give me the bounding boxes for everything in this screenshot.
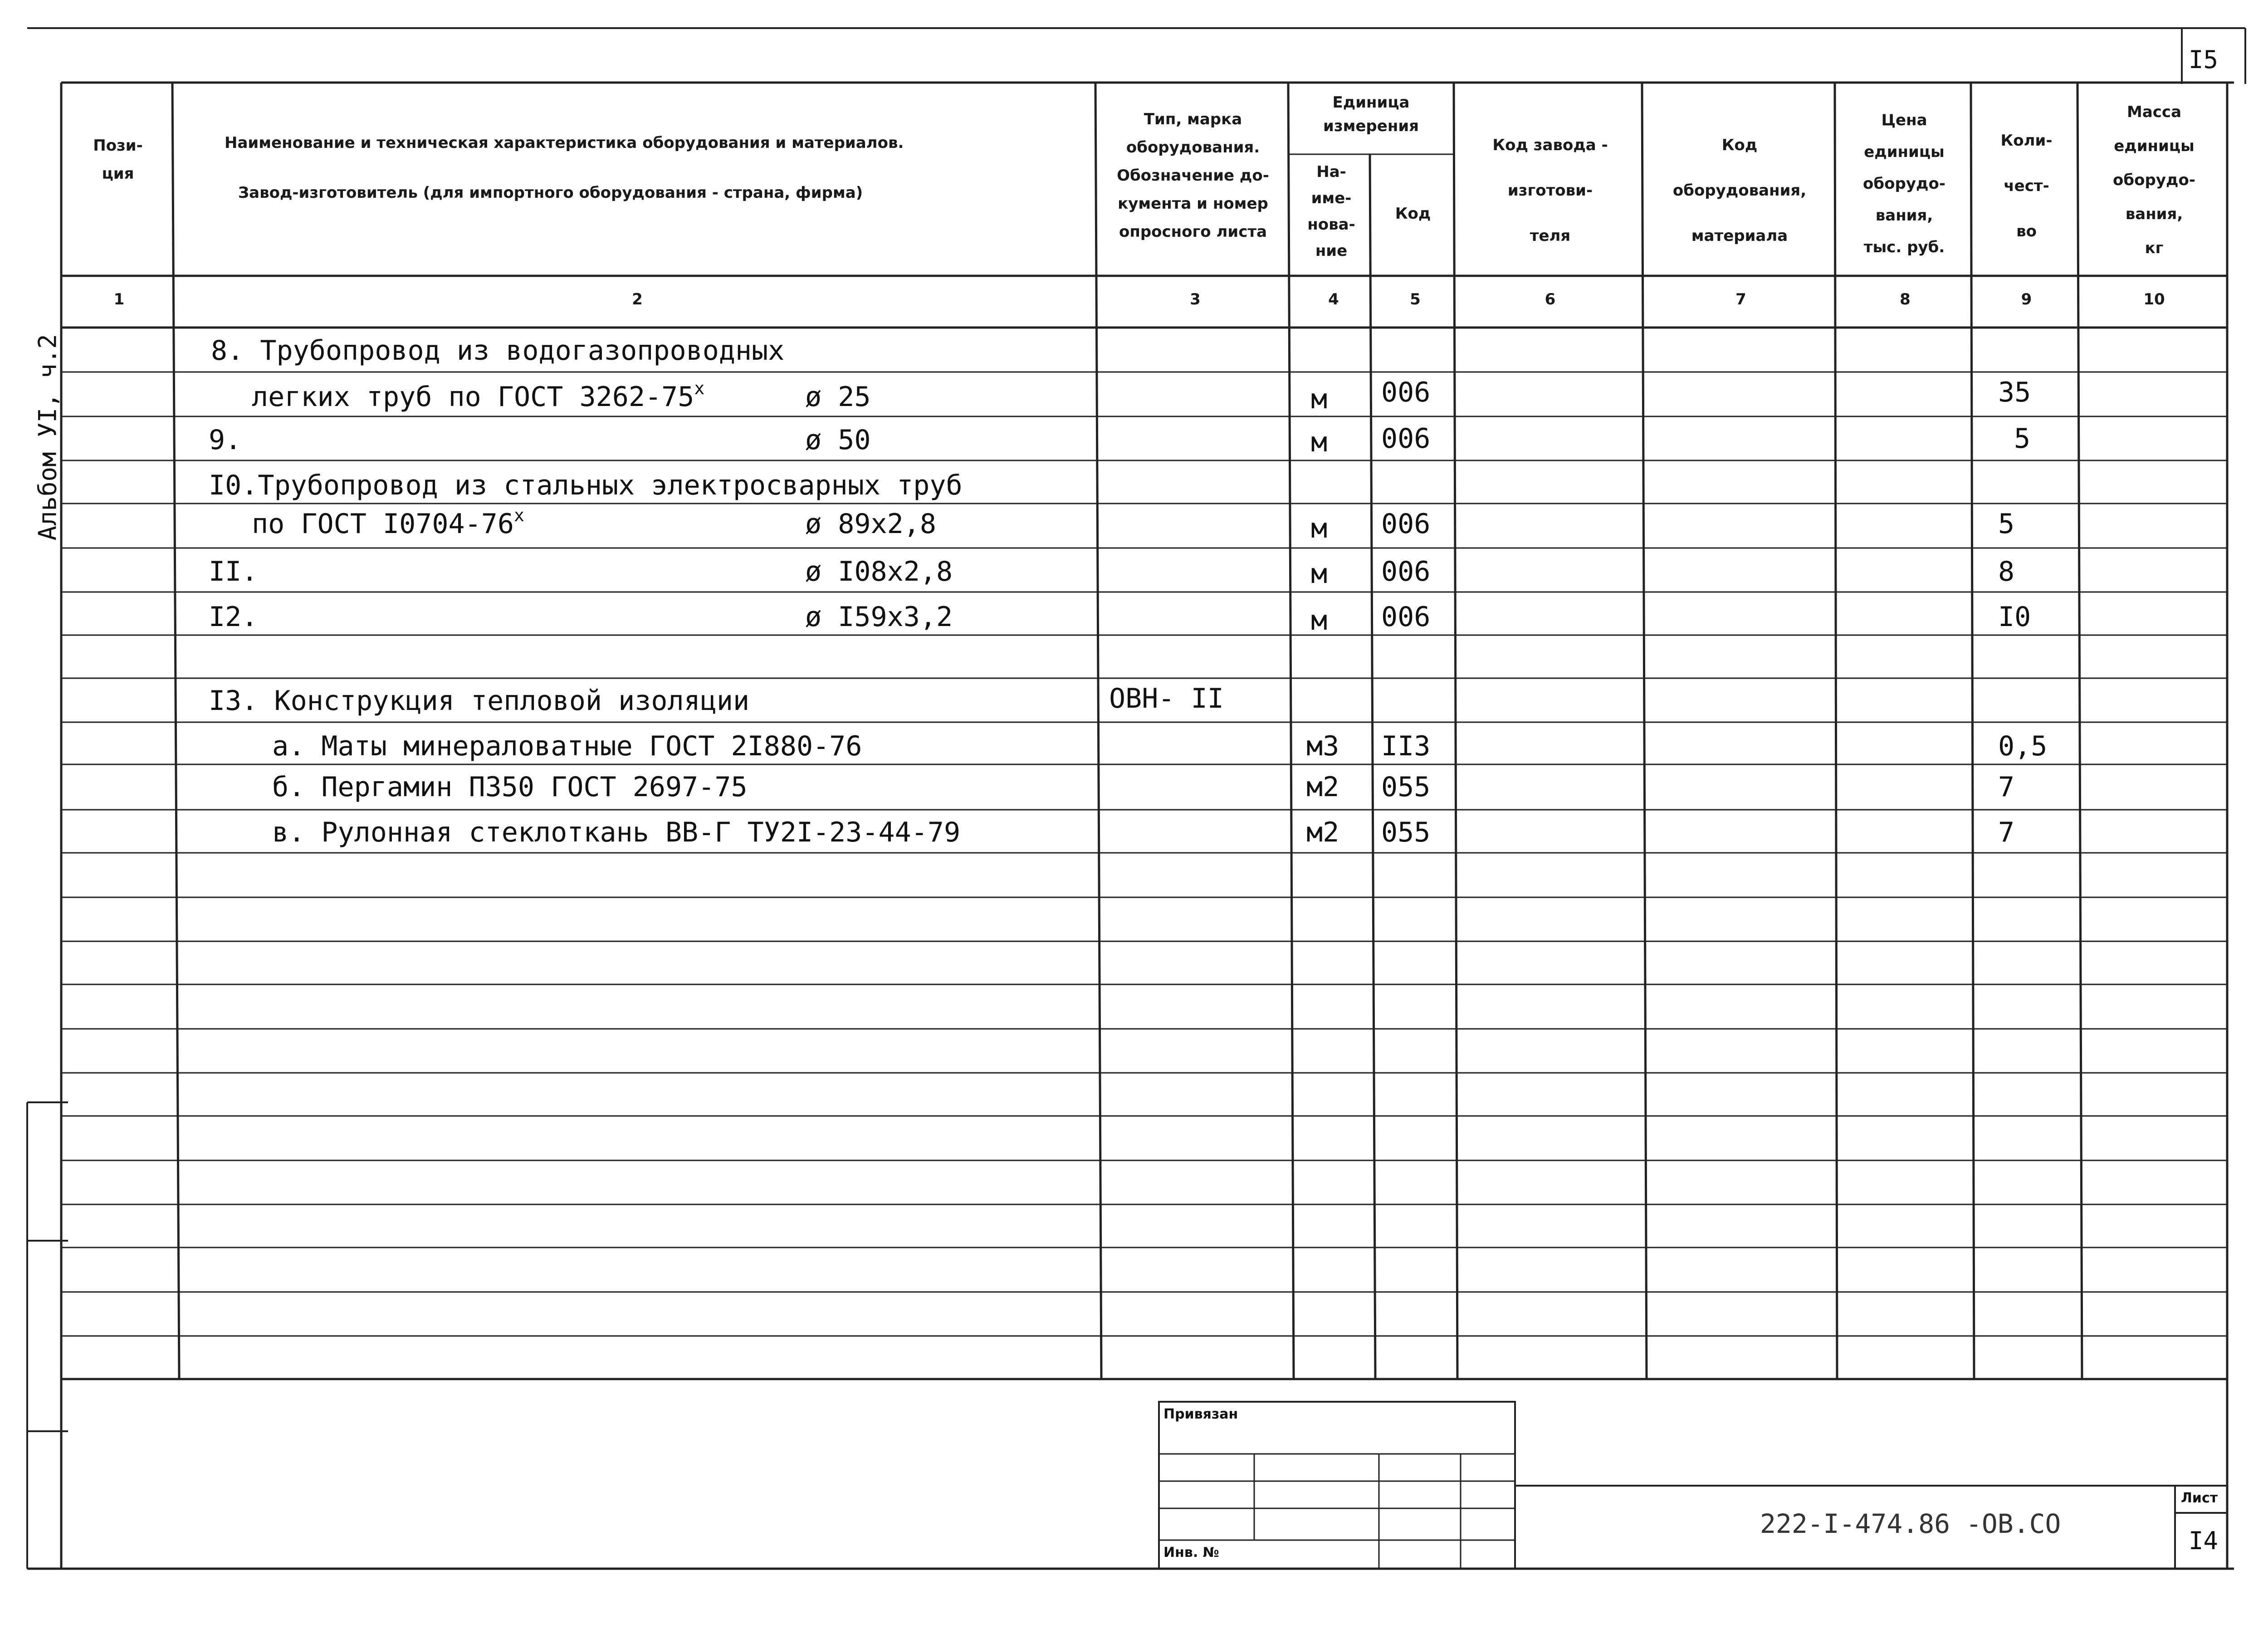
- sheet-top-number: I5: [2189, 45, 2219, 74]
- row-11-name: II.: [209, 556, 258, 587]
- header-col6: Код завода - изготови- теля: [1492, 136, 1608, 245]
- row-12-code: 006: [1381, 601, 1431, 633]
- row-12-diameter: ø I59х3,2: [805, 601, 953, 633]
- row-10b-code: 006: [1381, 508, 1431, 540]
- column-number-4: 4: [1328, 290, 1339, 308]
- row-8-name: 8. Трубопровод из водогазопроводных: [211, 335, 785, 367]
- header-col9: Коли- чест- во: [2000, 132, 2053, 240]
- row-12-name: I2.: [209, 601, 258, 633]
- row-10-name: I0.Трубопровод из стальных электросварных труб: [209, 470, 963, 501]
- row-13b-unit: м2: [1306, 771, 1339, 803]
- column-number-5: 5: [1410, 290, 1421, 308]
- header-col8: Цена единицы оборудо- вания, тыс. руб.: [1863, 111, 1945, 256]
- row-8b-diameter: ø 25: [805, 381, 871, 413]
- row-13v-code: 055: [1381, 817, 1431, 848]
- sheet-number: I4: [2189, 1526, 2219, 1555]
- header-unit-group: Единица измерения: [1323, 93, 1419, 135]
- row-9-name: 9.: [209, 424, 242, 456]
- row-11-unit: м: [1311, 558, 1328, 590]
- column-number-1: 1: [113, 290, 125, 308]
- row-9-diameter: ø 50: [805, 424, 871, 456]
- row-13v-name: в. Рулонная стеклоткань ВВ-Г ТУ2I-23-44-79: [272, 817, 961, 848]
- column-number-3: 3: [1190, 290, 1201, 308]
- row-8b-name: легких труб по ГОСТ $3262-75^х$: [252, 378, 705, 413]
- row-13-type: ОВН- II: [1109, 683, 1224, 714]
- column-number-8: 8: [1900, 290, 1911, 308]
- header-col7: Код оборудования, материала: [1672, 136, 1807, 245]
- header-col1: Пози- ция: [93, 137, 143, 183]
- row-11-diameter: ø I08х2,8: [805, 556, 953, 587]
- row-13b-qty: 7: [1998, 771, 2015, 803]
- stamp-inv-label: Инв. №: [1163, 1545, 1219, 1561]
- album-side-label: Альбом УI, ч.2: [33, 334, 62, 541]
- header-col5: Код: [1395, 205, 1431, 223]
- header-col3: Тип, марка оборудования. Обозначение до- кумента и номер опросного листа: [1117, 110, 1269, 241]
- row-11-qty: 8: [1998, 556, 2015, 587]
- column-number-7: 7: [1735, 290, 1746, 308]
- column-number-9: 9: [2021, 290, 2032, 308]
- row-13v-qty: 7: [1998, 817, 2015, 848]
- row-9-unit: м: [1311, 426, 1328, 458]
- row-12-qty: I0: [1998, 601, 2031, 633]
- row-13v-unit: м2: [1306, 817, 1339, 848]
- header-col2-line2: Завод-изготовитель (для импортного оборудования - страна, фирма): [238, 184, 863, 202]
- sheet-label: Лист: [2181, 1490, 2218, 1506]
- row-13a-name: а. Маты минераловатные ГОСТ 2I880-76: [272, 730, 862, 762]
- row-13b-code: 055: [1381, 771, 1431, 803]
- row-8b-qty: 35: [1998, 377, 2031, 408]
- row-13a-unit: м3: [1306, 730, 1339, 762]
- document-code: 222-I-474.86 -ОВ.СО: [1760, 1508, 2061, 1539]
- row-9-code: 006: [1381, 423, 1431, 455]
- header-col2-line1: Наименование и техническая характеристика оборудования и материалов.: [225, 134, 904, 152]
- row-9-qty: 5: [2014, 423, 2031, 455]
- row-11-code: 006: [1381, 556, 1431, 587]
- row-10b-diameter: ø 89х2,8: [805, 508, 936, 540]
- row-10b-qty: 5: [1998, 508, 2015, 540]
- header-col4: На- име- нова- ние: [1307, 163, 1355, 260]
- header-col10: Масса единицы оборудо- вания, кг: [2113, 103, 2195, 257]
- row-13-name: I3. Конструкция тепловой изоляции: [209, 685, 750, 717]
- row-8b-code: 006: [1381, 377, 1431, 408]
- row-10b-unit: м: [1311, 513, 1328, 544]
- row-13a-code: II3: [1381, 730, 1431, 762]
- row-10b-name: по ГОСТ $I0704-76^х$: [252, 505, 524, 540]
- row-13a-qty: 0,5: [1998, 730, 2048, 762]
- row-13b-name: б. Пергамин П350 ГОСТ 2697-75: [272, 771, 748, 803]
- column-number-6: 6: [1545, 290, 1556, 308]
- row-8b-unit: м: [1311, 383, 1328, 415]
- stamp-bound-label: Привязан: [1163, 1406, 1238, 1422]
- column-number-2: 2: [632, 290, 643, 308]
- column-number-10: 10: [2143, 290, 2165, 308]
- row-12-unit: м: [1311, 605, 1328, 636]
